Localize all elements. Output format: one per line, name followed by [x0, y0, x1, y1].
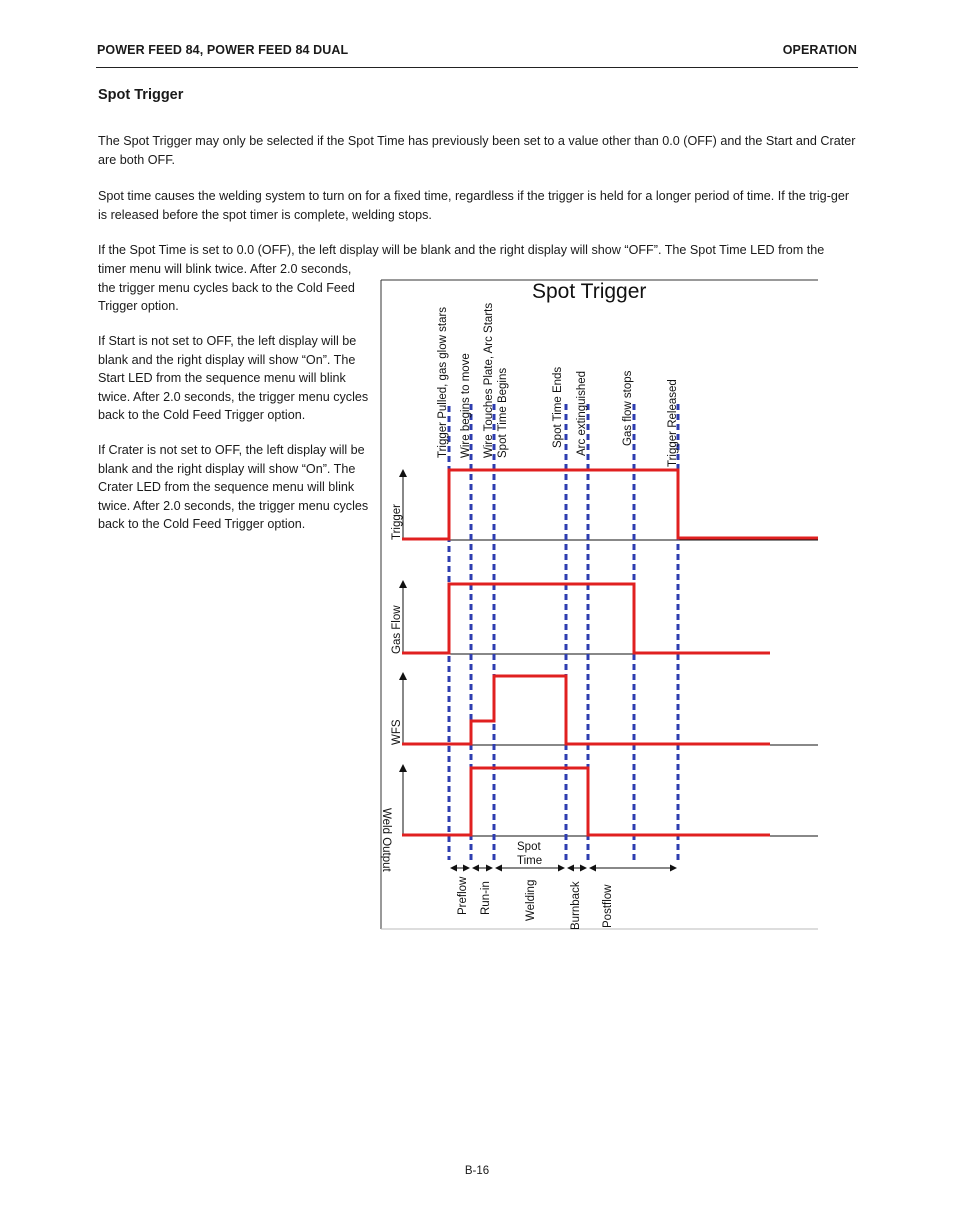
label-event-wire-begins: Wire begins to move	[460, 353, 472, 458]
header-divider	[96, 67, 858, 68]
label-phase-runin: Run-in	[480, 881, 492, 915]
label-spot-time-1: Spot	[517, 841, 541, 853]
signal-traces	[402, 470, 818, 835]
label-event-arc-starts: Wire Touches Plate, Arc Starts	[483, 302, 495, 458]
label-event-spot-time-begins: Spot Time Begins	[497, 367, 509, 458]
label-event-trigger-released: Trigger Released	[667, 379, 679, 467]
label-phase-welding: Welding	[525, 879, 537, 921]
paragraph-spot-time-description: Spot time causes the welding system to turn on for a fixed time, regardless if the trigger is held for a longer period of time. If the trig-ger is released before the spot timer is complete, welding stops.	[98, 189, 850, 222]
paragraph-crater-not-off: If Crater is not set to OFF, the left display will be blank and the right display will show “On”. The Crater LED from the sequence menu will blink twice. After 2.0 seconds, the trigger menu cycles back to the Cold Feed Trigger option.	[98, 443, 369, 531]
label-phase-preflow: Preflow	[457, 876, 469, 915]
label-gas-flow: Gas Flow	[391, 605, 403, 654]
trace-wfs	[402, 676, 770, 744]
label-event-spot-time-ends: Spot Time Ends	[552, 366, 564, 448]
section-title: Spot Trigger	[98, 87, 184, 103]
label-phase-postflow: Postflow	[602, 884, 614, 928]
spot-trigger-timing-diagram	[380, 278, 818, 930]
label-event-trigger-pulled: Trigger Pulled, gas glow stars	[437, 306, 449, 458]
label-event-arc-extinguished: Arc extinguished	[576, 370, 588, 456]
page-number: B-16	[464, 1165, 490, 1177]
paragraph-start-not-off: If Start is not set to OFF, the left display will be blank and the right display will show “On”. The Start LED from the sequence menu will blink twice. After 2.0 seconds, the trigger menu cycles back to the Cold Feed Trigger option.	[98, 334, 369, 422]
label-wfs: WFS	[391, 719, 403, 745]
header-section-name: OPERATION	[782, 43, 857, 57]
paragraph-spot-time-off-line1: If the Spot Time is set to 0.0 (OFF), the left display will be blank and the right display will show “OFF”. The Spot Time LED from the	[98, 243, 825, 257]
label-event-gas-flow-stops: Gas flow stops	[622, 370, 634, 446]
label-trigger: Trigger	[391, 504, 403, 540]
trace-gas-flow	[402, 584, 770, 653]
paragraph-spot-time-off-rest: timer menu will blink twice. After 2.0 seconds, the trigger menu cycles back to the Cold Feed Trigger option.	[98, 262, 355, 313]
trace-trigger	[402, 470, 818, 539]
paragraph-spot-trigger-requirements: The Spot Trigger may only be selected if the Spot Time has previously been set to a value other than 0.0 (OFF) and the Start and Crater are both OFF.	[98, 134, 856, 167]
label-weld-output: Weld Output	[380, 808, 392, 872]
trace-weld-output	[402, 768, 770, 835]
event-markers	[449, 404, 678, 860]
diagram-title: Spot Trigger	[532, 280, 647, 303]
label-spot-time-2: Time	[517, 855, 543, 867]
header-product-title: POWER FEED 84, POWER FEED 84 DUAL	[97, 43, 349, 57]
label-phase-burnback: Burnback	[570, 881, 582, 930]
